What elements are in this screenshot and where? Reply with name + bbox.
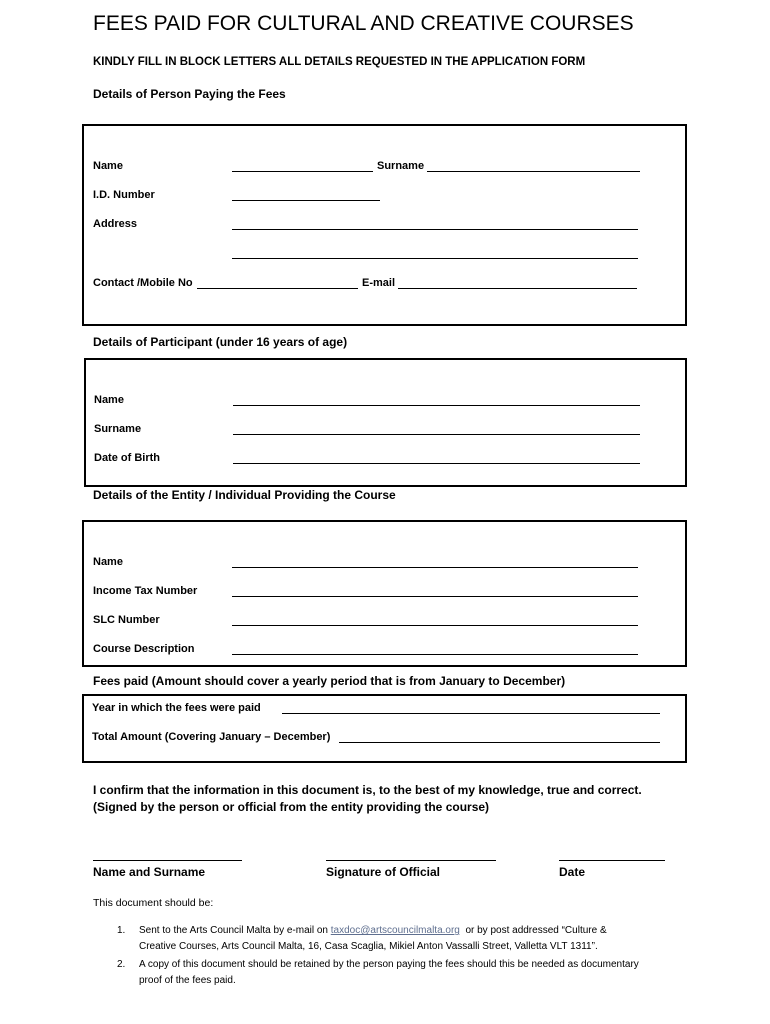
entity-income-tax-label: Income Tax Number: [93, 585, 198, 597]
participant-surname-field[interactable]: [233, 422, 640, 435]
declaration-line-1: I confirm that the information in this document is, to the best of my knowledge, true and correct.: [93, 783, 642, 797]
instructions-intro: This document should be:: [93, 897, 214, 909]
signatory-name-field[interactable]: [93, 848, 242, 861]
payer-section-heading: Details of Person Paying the Fees: [93, 87, 286, 101]
participant-dob-label: Date of Birth: [94, 452, 160, 464]
date-label: Date: [559, 865, 586, 879]
list-item-2-line-1: A copy of this document should be retained by the person paying the fees should this be needed as documentary: [139, 959, 639, 970]
payer-address-field-line2[interactable]: [232, 246, 638, 259]
date-field[interactable]: [559, 848, 665, 861]
payer-id-label: I.D. Number: [93, 189, 155, 201]
fees-year-field[interactable]: [282, 701, 660, 714]
payer-name-label: Name: [93, 160, 123, 172]
fees-year-label: Year in which the fees were paid: [92, 702, 261, 714]
fees-total-field[interactable]: [339, 730, 660, 743]
entity-name-field[interactable]: [232, 555, 638, 568]
form-title: FEES PAID FOR CULTURAL AND CREATIVE COURSES: [93, 12, 634, 35]
participant-surname-label: Surname: [94, 423, 142, 435]
payer-name-field[interactable]: [232, 159, 373, 172]
participant-dob-field[interactable]: [233, 451, 640, 464]
payer-address-field-line1[interactable]: [232, 217, 638, 230]
payer-id-field[interactable]: [232, 188, 380, 201]
payer-contact-label: Contact /Mobile No: [93, 277, 193, 289]
list-number: 1.: [117, 925, 126, 936]
list-item-2-line-2: proof of the fees paid.: [139, 975, 236, 986]
entity-name-label: Name: [93, 556, 123, 568]
signature-label: Signature of Official: [326, 865, 441, 879]
payer-surname-label: Surname: [377, 160, 425, 172]
list-item-1-text-after-email: or by post addressed “Culture &: [465, 925, 607, 936]
payer-address-label: Address: [93, 218, 138, 230]
list-item-1-text-before-email: Sent to the Arts Council Malta by e-mail on: [139, 925, 328, 936]
declaration-line-2: (Signed by the person or official from the entity providing the course): [93, 800, 490, 814]
entity-course-description-label: Course Description: [93, 643, 195, 655]
entity-slc-field[interactable]: [232, 613, 638, 626]
email-link[interactable]: taxdoc@artscouncilmalta.org: [330, 925, 460, 936]
payer-surname-field[interactable]: [427, 159, 640, 172]
list-item-1-line-1: [139, 924, 607, 937]
participant-name-label: Name: [94, 394, 124, 406]
fees-total-label: Total Amount (Covering January – December): [92, 731, 331, 743]
participant-name-field[interactable]: [233, 393, 640, 406]
form-instruction: KINDLY FILL IN BLOCK LETTERS ALL DETAILS REQUESTED IN THE APPLICATION FORM: [93, 56, 586, 68]
fees-section-heading: Fees paid (Amount should cover a yearly period that is from January to December): [93, 674, 566, 688]
signature-field[interactable]: [326, 848, 496, 861]
signatory-name-label: Name and Surname: [93, 865, 206, 879]
entity-course-description-field[interactable]: [232, 642, 638, 655]
payer-email-field[interactable]: [398, 276, 637, 289]
list-number: 2.: [117, 959, 126, 970]
payer-email-label: E-mail: [362, 277, 396, 289]
payer-contact-field[interactable]: [197, 276, 358, 289]
participant-section-heading: Details of Participant (under 16 years of age): [93, 335, 348, 349]
list-item-1-line-2: Creative Courses, Arts Council Malta, 16, Casa Scaglia, Mikiel Anton Vassalli Street, Valletta VLT 1311”.: [139, 941, 598, 952]
entity-section-heading: Details of the Entity / Individual Providing the Course: [93, 488, 396, 502]
entity-income-tax-field[interactable]: [232, 584, 638, 597]
entity-slc-label: SLC Number: [93, 614, 160, 626]
